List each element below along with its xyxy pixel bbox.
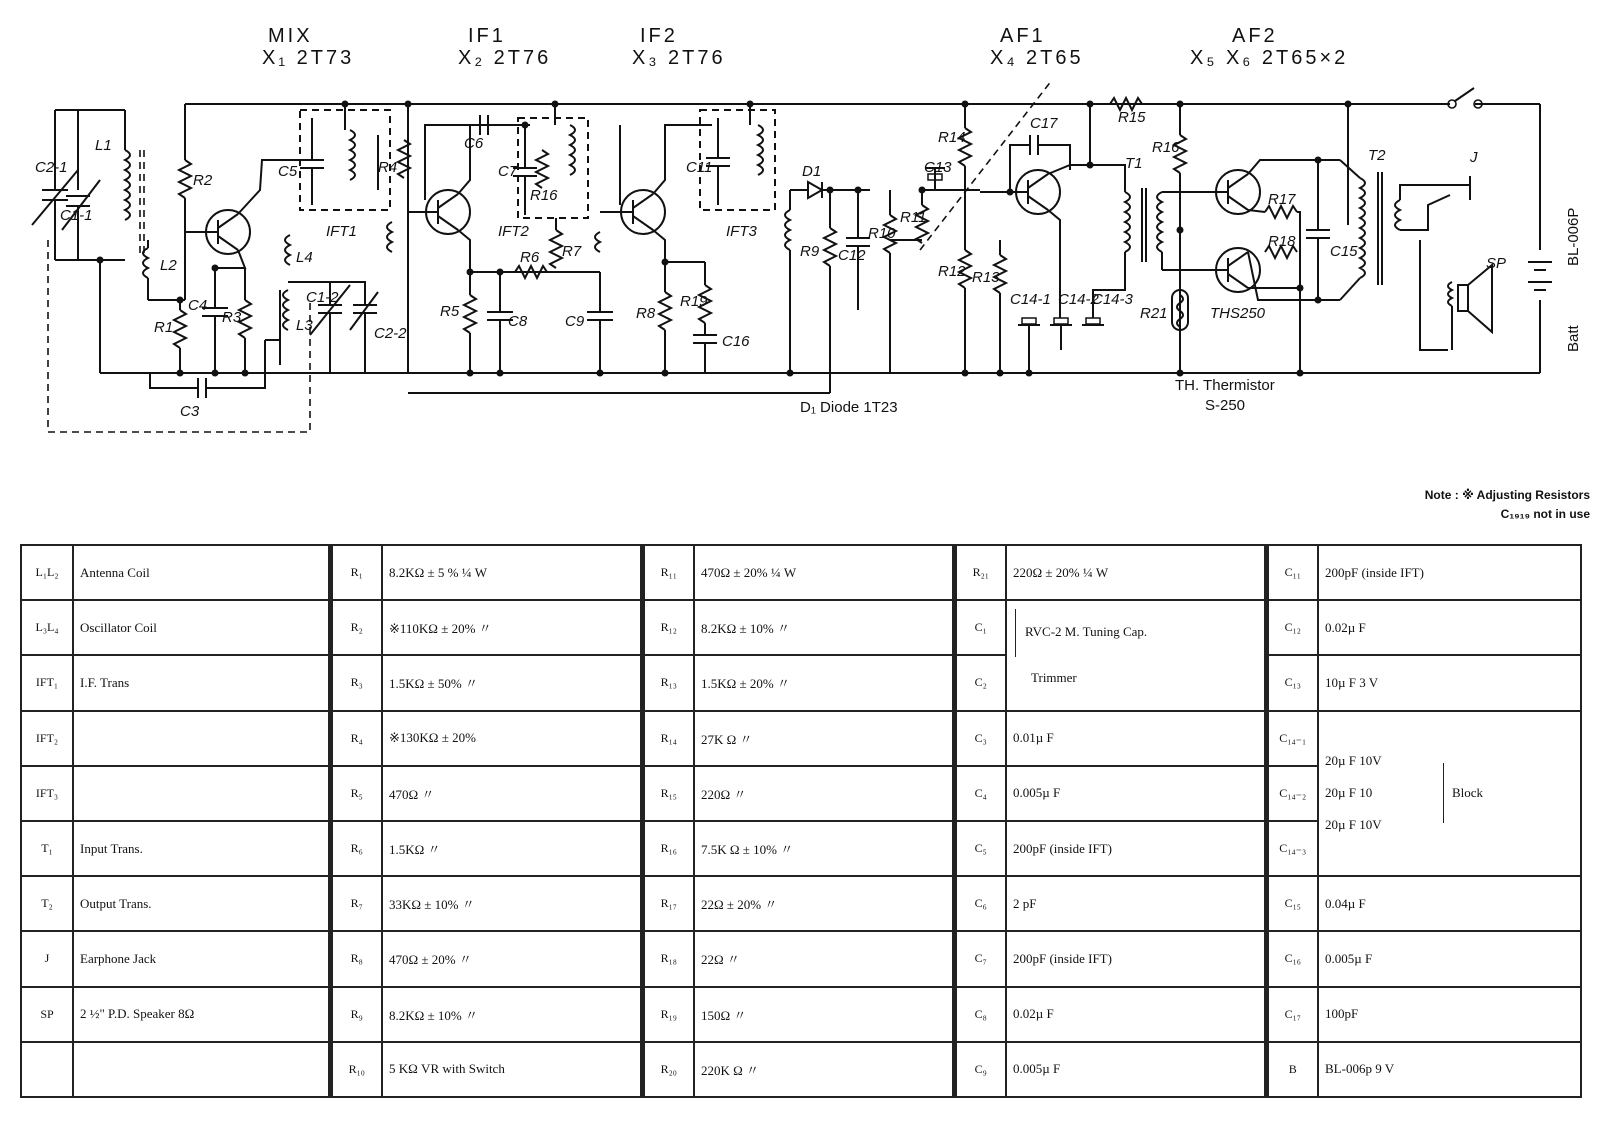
ift1-primary — [345, 104, 378, 190]
label-c2-2: C2-2 — [374, 325, 407, 342]
part-value: 20µ F 10 — [1325, 785, 1373, 801]
part-ref: R₉ — [330, 987, 382, 1042]
part-ref: R₁ — [330, 545, 382, 600]
part-value: BL-006p 9 V — [1318, 1042, 1581, 1097]
part-value: ※110KΩ ± 20% 〃 — [382, 600, 642, 655]
part-ref: IFT₂ — [21, 711, 73, 766]
label-r16-if: R16 — [530, 187, 558, 204]
part-ref: R₁₀ — [330, 1042, 382, 1097]
part-value: 8.2KΩ ± 10% 〃 — [382, 987, 642, 1042]
part-value: 150Ω 〃 — [694, 987, 954, 1042]
transistor-x3 — [600, 190, 665, 234]
part-value: 8.2KΩ ± 10% 〃 — [694, 600, 954, 655]
label-r13: R13 — [972, 269, 1000, 286]
table-row — [21, 711, 1581, 766]
part-value: 200pF (inside IFT) — [1318, 545, 1581, 600]
tuning-cap-c2-1 — [32, 110, 78, 260]
part-desc: Antenna Coil — [73, 545, 330, 600]
part-desc: Oscillator Coil — [73, 600, 330, 655]
thermistor-model: S-250 — [1205, 397, 1246, 414]
part-ref: C₂ — [954, 655, 1006, 710]
label-c1-1: C1-1 — [60, 207, 93, 224]
part-ref: T₁ — [21, 821, 73, 876]
ift2-secondary — [595, 232, 600, 252]
cap-c17 — [1010, 135, 1070, 192]
part-value: 0.02µ F — [1318, 600, 1581, 655]
part-value: 7.5K Ω ± 10% 〃 — [694, 821, 954, 876]
gang-link-1 — [48, 240, 310, 432]
part-ref: C₁₄₋₃ — [1266, 821, 1318, 876]
part-ref — [21, 1042, 73, 1097]
label-r21: R21 — [1140, 305, 1168, 322]
label-r3: R3 — [222, 309, 242, 326]
part-ref: R₇ — [330, 876, 382, 931]
part-ref: R₁₂ — [642, 600, 694, 655]
label-l1: L1 — [95, 137, 112, 154]
resistor-r7 — [550, 218, 562, 268]
label-l2: L2 — [160, 257, 177, 274]
label-r4: R4 — [378, 159, 398, 176]
label-c4: C4 — [188, 297, 208, 314]
label-d1: D1 — [802, 163, 822, 180]
ift2-primary — [555, 104, 575, 175]
part-value: 0.005µ F — [1006, 1042, 1266, 1097]
part-ref: C₁ — [954, 600, 1006, 655]
part-desc: Output Trans. — [73, 876, 330, 931]
part-ref: B — [1266, 1042, 1318, 1097]
label-r1: R1 — [154, 319, 174, 336]
tuning-cap-c1-1 — [62, 110, 100, 260]
battery — [1528, 262, 1552, 290]
part-value: 33KΩ ± 10% 〃 — [382, 876, 642, 931]
part-ref: L₁L₂ — [21, 545, 73, 600]
part-ref: C₉ — [954, 1042, 1006, 1097]
label-sp: SP — [1486, 255, 1507, 272]
part-value: 22Ω 〃 — [694, 931, 954, 986]
stage-af2-name: AF2 — [1232, 25, 1278, 47]
part-ref: R₁₈ — [642, 931, 694, 986]
label-c3: C3 — [180, 403, 200, 420]
part-value: 220Ω 〃 — [694, 766, 954, 821]
table-row — [21, 931, 1581, 986]
label-r2: R2 — [193, 172, 213, 189]
label-r12: R12 — [938, 263, 966, 280]
parts-list-body — [21, 545, 1581, 1097]
stage-mix-transistor: X₁ 2T73 — [262, 47, 355, 69]
part-ref: C₁₅ — [1266, 876, 1318, 931]
cap-c3 — [150, 340, 265, 398]
note-line-2: C₁₉₁₉ not in use — [1500, 507, 1590, 521]
part-ref: J — [21, 931, 73, 986]
transistor-x4 — [980, 170, 1060, 214]
wire-x5-collector — [1248, 160, 1340, 174]
part-ref: T₂ — [21, 876, 73, 931]
label-c14-1: C14-1 — [1010, 291, 1051, 308]
label-l3: L3 — [296, 317, 313, 334]
stage-if2-transistor: X₃ 2T76 — [632, 47, 726, 69]
part-value: 220K Ω 〃 — [694, 1042, 954, 1097]
label-c7: C7 — [498, 163, 518, 180]
label-c12: C12 — [838, 247, 866, 264]
resistor-r2 — [179, 160, 191, 198]
stage-af2-transistor: X₅ X₆ 2T65×2 — [1190, 47, 1349, 69]
stage-mix-name: MIX — [268, 25, 313, 47]
part-value: 1.5KΩ 〃 — [382, 821, 642, 876]
ift3-secondary — [785, 190, 790, 373]
part-desc — [73, 1042, 330, 1097]
table-row — [21, 545, 1581, 600]
resistor-r14 — [959, 104, 971, 250]
ift3-primary — [750, 104, 763, 175]
part-value: 0.01µ F — [1006, 711, 1266, 766]
part-value: 10µ F 3 V — [1318, 655, 1581, 710]
stage-if1-transistor: X₂ 2T76 — [458, 47, 552, 69]
table-row — [21, 876, 1581, 931]
label-ift2: IFT2 — [498, 223, 529, 240]
part-ref: C₁₄₋₂ — [1266, 766, 1318, 821]
resistor-r13 — [994, 240, 1006, 373]
part-ref: C₁₆ — [1266, 931, 1318, 986]
part-ref: R₂₁ — [954, 545, 1006, 600]
label-r19: R19 — [680, 293, 708, 310]
label-ths250: THS250 — [1210, 305, 1266, 322]
part-ref: R₂₀ — [642, 1042, 694, 1097]
stage-af1-transistor: X₄ 2T65 — [990, 47, 1084, 69]
part-value: 0.04µ F — [1318, 876, 1581, 931]
part-ref: R₂ — [330, 600, 382, 655]
part-desc — [73, 711, 330, 766]
stage-if1-name: IF1 — [468, 25, 506, 47]
block-label: Block — [1443, 763, 1483, 823]
table-row — [21, 655, 1581, 710]
part-ref: L₃L₄ — [21, 600, 73, 655]
part-value: 0.005µ F — [1006, 766, 1266, 821]
part-ref: C₈ — [954, 987, 1006, 1042]
transistor-x1 — [185, 210, 250, 254]
thermistor-note: TH. Thermistor — [1175, 377, 1275, 394]
stage-af1-name: AF1 — [1000, 25, 1046, 47]
label-c5: C5 — [278, 163, 298, 180]
part-value: 200pF (inside IFT) — [1006, 931, 1266, 986]
table-row — [21, 1042, 1581, 1097]
label-c15: C15 — [1330, 243, 1358, 260]
label-c8: C8 — [508, 313, 528, 330]
part-ref: R₁₅ — [642, 766, 694, 821]
resistor-r5 — [464, 272, 476, 373]
part-desc: Input Trans. — [73, 821, 330, 876]
part-value: 27K Ω 〃 — [694, 711, 954, 766]
label-r7: R7 — [562, 243, 582, 260]
part-value: 20µ F 10V — [1325, 817, 1382, 833]
speaker-sp — [1448, 265, 1492, 350]
label-t1: T1 — [1125, 155, 1143, 172]
label-c6: C6 — [464, 135, 484, 152]
label-c16: C16 — [722, 333, 750, 350]
part-desc: Earphone Jack — [73, 931, 330, 986]
part-ref: C₅ — [954, 821, 1006, 876]
part-ref: R₁₇ — [642, 876, 694, 931]
part-value — [1006, 600, 1266, 710]
battery-label: Batt — [1565, 325, 1582, 352]
label-r15: R15 — [1118, 109, 1146, 126]
part-desc: 2 ½" P.D. Speaker 8Ω — [73, 987, 330, 1042]
cap-c16 — [693, 323, 717, 373]
part-ref: IFT₃ — [21, 766, 73, 821]
diode-note: D₁ Diode 1T23 — [800, 399, 898, 416]
label-r9: R9 — [800, 243, 820, 260]
coil-l4 — [285, 235, 290, 265]
label-r18: R18 — [1268, 233, 1296, 250]
label-c14-2: C14-2 — [1058, 291, 1099, 308]
ift1-secondary — [387, 222, 392, 252]
stage-if2-name: IF2 — [640, 25, 678, 47]
part-value: 0.02µ F — [1006, 987, 1266, 1042]
part-ref: C₁₁ — [1266, 545, 1318, 600]
resistor-r16 — [536, 150, 548, 188]
part-ref: C₁₃ — [1266, 655, 1318, 710]
label-r8: R8 — [636, 305, 656, 322]
transistor-x5 — [1162, 170, 1260, 214]
label-r10: R10 — [868, 225, 896, 242]
part-value: 0.005µ F — [1318, 931, 1581, 986]
part-ref: R₁₃ — [642, 655, 694, 710]
part-ref: R₈ — [330, 931, 382, 986]
label-j: J — [1470, 149, 1478, 166]
label-c11: C11 — [686, 159, 713, 176]
part-value: 8.2KΩ ± 5 % ¼ W — [382, 545, 642, 600]
input-transformer-t1 — [1090, 165, 1162, 305]
label-t2: T2 — [1368, 147, 1386, 164]
part-ref: C₁₂ — [1266, 600, 1318, 655]
label-l4: L4 — [296, 249, 313, 266]
label-c1-2: C1-2 — [306, 289, 339, 306]
wire-x6-collector — [1248, 252, 1340, 300]
earphone-jack — [1400, 176, 1470, 350]
bracket-line — [1015, 609, 1016, 657]
part-ref: R₆ — [330, 821, 382, 876]
adjusting-note — [1310, 486, 1590, 524]
part-value: 470Ω ± 20% ¼ W — [694, 545, 954, 600]
part-ref: R₁₉ — [642, 987, 694, 1042]
part-value: 5 KΩ VR with Switch — [382, 1042, 642, 1097]
note-line-1: Note : ※ Adjusting Resistors — [1424, 488, 1590, 502]
part-ref: C₇ — [954, 931, 1006, 986]
part-value: 470Ω ± 20% 〃 — [382, 931, 642, 986]
label-r17: R17 — [1268, 191, 1296, 208]
part-value: 220Ω ± 20% ¼ W — [1006, 545, 1266, 600]
part-ref: IFT₁ — [21, 655, 73, 710]
part-value: Trimmer — [1031, 670, 1077, 686]
part-ref: C₁₄₋₁ — [1266, 711, 1318, 766]
part-ref: R₁₁ — [642, 545, 694, 600]
label-c14-3: C14-3 — [1092, 291, 1133, 308]
part-value: 2 pF — [1006, 876, 1266, 931]
resistor-r8 — [659, 262, 671, 373]
label-r16: R16 — [1152, 139, 1180, 156]
label-r5: R5 — [440, 303, 460, 320]
part-value: ※130KΩ ± 20% — [382, 711, 642, 766]
part-ref: R₃ — [330, 655, 382, 710]
table-row — [21, 987, 1581, 1042]
cap-c5 — [300, 118, 324, 205]
part-value: 1.5KΩ ± 50% 〃 — [382, 655, 642, 710]
part-ref: C₃ — [954, 711, 1006, 766]
part-value: RVC-2 M. Tuning Cap. — [1025, 624, 1148, 640]
label-r11: R11 — [900, 209, 927, 226]
part-desc: I.F. Trans — [73, 655, 330, 710]
cap-c6 — [425, 115, 488, 200]
ground-rail — [100, 300, 1540, 373]
transistor-x6 — [1162, 248, 1260, 292]
part-value: 20µ F 10V — [1325, 753, 1382, 769]
parts-list-table — [20, 544, 1582, 1098]
transistor-x2 — [408, 190, 470, 234]
label-r6: R6 — [520, 249, 540, 266]
label-ift1: IFT1 — [326, 223, 357, 240]
part-desc — [73, 766, 330, 821]
part-ref: C₁₇ — [1266, 987, 1318, 1042]
label-r14: R14 — [938, 129, 966, 146]
battery-part-label: BL-006P — [1565, 207, 1582, 266]
label-c2-1: C2-1 — [35, 159, 68, 176]
table-row — [21, 600, 1581, 655]
part-ref: R₅ — [330, 766, 382, 821]
part-ref: SP — [21, 987, 73, 1042]
part-ref: R₁₄ — [642, 711, 694, 766]
part-ref: R₄ — [330, 711, 382, 766]
label-c9: C9 — [565, 313, 585, 330]
part-value: 470Ω 〃 — [382, 766, 642, 821]
part-ref: R₁₆ — [642, 821, 694, 876]
output-transformer-t2 — [1340, 104, 1400, 300]
part-ref: C₄ — [954, 766, 1006, 821]
coil-l3 — [265, 290, 288, 365]
label-ift3: IFT3 — [726, 223, 757, 240]
cap-block-values — [1318, 711, 1581, 877]
resistor-r1 — [174, 310, 186, 348]
part-value: 22Ω ± 20% 〃 — [694, 876, 954, 931]
part-value: 100pF — [1318, 987, 1581, 1042]
part-value: 1.5KΩ ± 20% 〃 — [694, 655, 954, 710]
part-ref: C₆ — [954, 876, 1006, 931]
label-c17: C17 — [1030, 115, 1058, 132]
label-c13: C13 — [924, 159, 952, 176]
resistor-r9 — [824, 190, 836, 393]
cap-c9 — [587, 272, 613, 373]
radio-schematic — [0, 0, 1600, 470]
wire-x3-emitter — [653, 230, 705, 262]
part-value: 200pF (inside IFT) — [1006, 821, 1266, 876]
cap-c15 — [1306, 160, 1330, 300]
